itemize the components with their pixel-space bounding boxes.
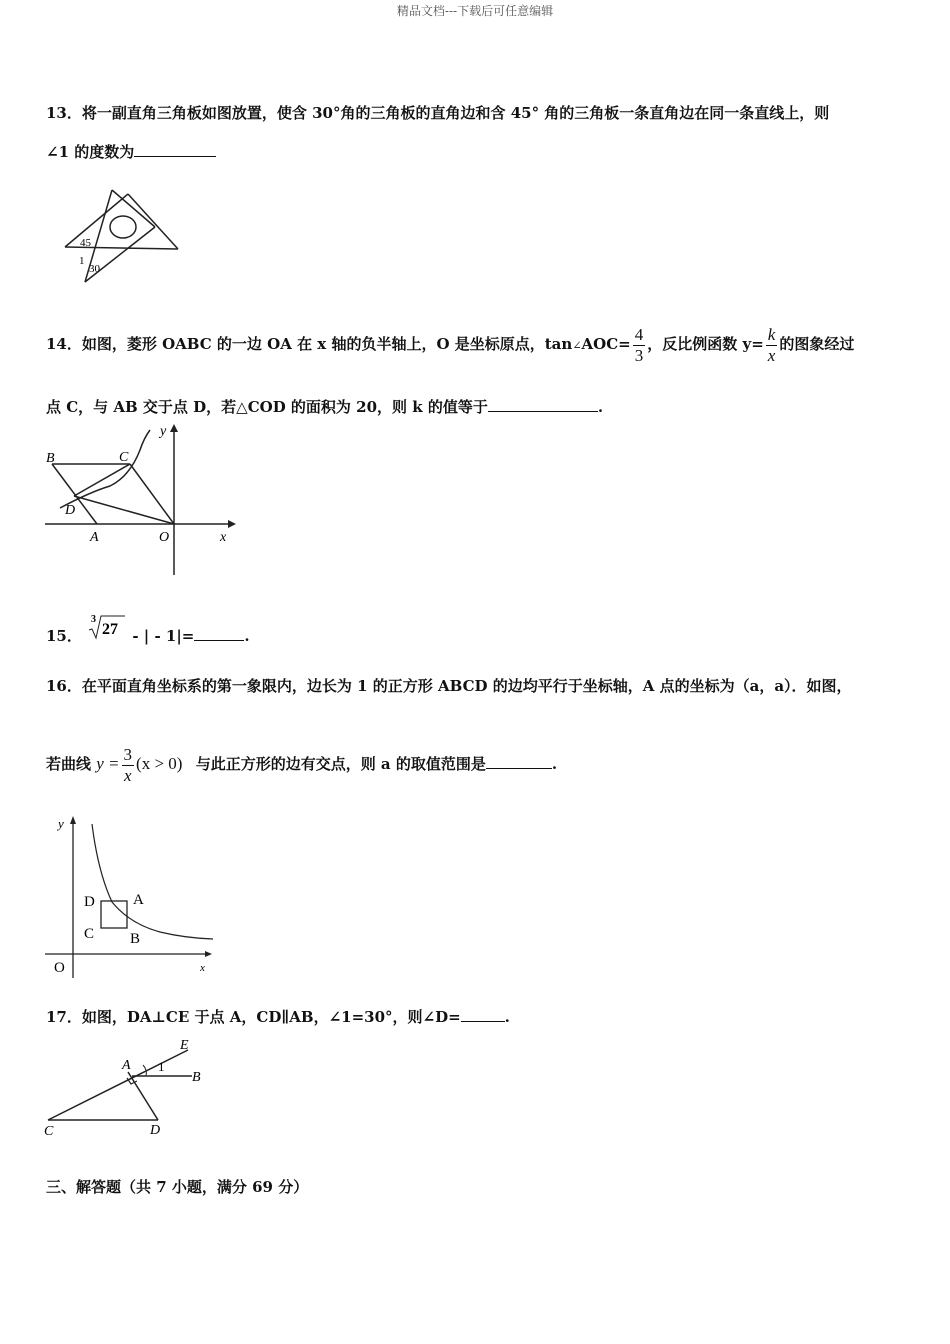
- q13-label-1: 1: [79, 255, 85, 267]
- q14-line1-mid2: ，反比例函数 y=: [647, 335, 764, 353]
- q14-k-fraction: [766, 325, 778, 366]
- q14-tan-denominator: 3: [634, 345, 644, 365]
- q14-label-O: O: [159, 530, 170, 545]
- q16-line1: 16．在平面直角坐标系的第一象限内，边长为 1 的正方形 ABCD 的边均平行于坐标轴，A 点的坐标为（a，a）．如图，: [46, 677, 852, 695]
- q16-line2-end: .: [551, 755, 558, 773]
- q16-label-B: B: [130, 931, 141, 947]
- q13-45-tri-side: [128, 194, 178, 249]
- q13-label-30: 30: [89, 263, 100, 275]
- q13-45-tri-hyp: [65, 194, 128, 247]
- q14-line1-mid: AOC=: [581, 335, 631, 353]
- q16-label-y: y: [58, 816, 64, 831]
- q16-label-x: x: [200, 962, 205, 974]
- q16-y-arrow: [70, 816, 76, 824]
- q17-angle1-arc: [143, 1065, 146, 1076]
- q17-end: .: [504, 1008, 510, 1026]
- q14-line1: [46, 318, 854, 372]
- q14-figure: [40, 420, 240, 580]
- q16-label-A: A: [133, 892, 144, 908]
- q14-angle-symbol: ∠: [572, 339, 582, 352]
- q16-label-C: C: [84, 926, 95, 942]
- q17-label-1: 1: [158, 1059, 165, 1074]
- page-header-note: 精品文档---下载后可任意编辑: [396, 4, 554, 18]
- q16-answer-blank: [486, 754, 552, 769]
- q17-answer-blank: [461, 1007, 505, 1022]
- q17-figure: [40, 1034, 220, 1144]
- q14-line2-end: .: [597, 398, 604, 416]
- q14-label-D: D: [65, 503, 76, 518]
- q14-label-y: y: [160, 424, 167, 439]
- q14-side-CO: [130, 464, 174, 524]
- q16-eq-numerator: 3: [123, 744, 133, 764]
- q16-line2-post: 与此正方形的边有交点，则 a 的取值范围是: [195, 755, 486, 773]
- q16-figure: [40, 812, 225, 982]
- q14-label-B: B: [46, 451, 55, 466]
- q14-segment-DC: [74, 464, 130, 496]
- q13-answer-blank: [134, 142, 216, 157]
- q15-cube-root: [87, 612, 127, 642]
- section-3-heading: 三、解答题（共 7 小题，满分 69 分）: [46, 1178, 309, 1196]
- q15-radicand: 27: [102, 621, 119, 638]
- q17-line: [46, 1007, 510, 1027]
- q17-label-B: B: [192, 1070, 201, 1085]
- q13-label-45: 45: [80, 237, 91, 249]
- q13-hole-circle: [110, 216, 136, 238]
- q14-line1-pre: 14．如图，菱形 OABC 的一边 OA 在 x 轴的负半轴上，O 是坐标原点，tan: [46, 335, 573, 353]
- q14-line1-post: 的图象经过: [779, 335, 855, 353]
- q14-answer-blank: [488, 397, 598, 412]
- q14-x-arrow: [228, 520, 236, 528]
- q14-label-x: x: [220, 530, 227, 545]
- q16-eq-fraction: [122, 745, 135, 786]
- q16-eq-y: y =: [96, 754, 120, 773]
- q17-label-C: C: [44, 1124, 54, 1139]
- q14-line2: [46, 397, 603, 417]
- q14-label-A: A: [90, 530, 99, 545]
- q16-hyperbola: [92, 824, 213, 939]
- q16-eq-denominator: x: [124, 765, 132, 785]
- q14-tan-fraction: [633, 325, 646, 366]
- q17-label-A: A: [122, 1058, 131, 1073]
- q16-label-O: O: [54, 960, 65, 976]
- q16-label-D: D: [84, 894, 95, 910]
- q15-end: .: [244, 627, 250, 645]
- q13-line2: [46, 142, 216, 162]
- q14-k-numerator: k: [767, 324, 776, 344]
- q14-line2-text: 点 C，与 AB 交于点 D，若△COD 的面积为 20，则 k 的值等于: [46, 398, 488, 416]
- q17-label-E: E: [180, 1038, 189, 1053]
- q15-prefix: 15．: [46, 627, 82, 645]
- q13-line2-text: ∠1 的度数为: [46, 143, 135, 161]
- q15-expression: - | - 1|=: [132, 627, 195, 645]
- q16-line2: [46, 738, 557, 790]
- q15-root-index: 3: [91, 614, 97, 625]
- q17-text: 17．如图，DA⊥CE 于点 A，CD∥AB，∠1=30°，则∠D=: [46, 1008, 461, 1026]
- q13-figure: [60, 182, 190, 292]
- q16-x-arrow: [205, 951, 212, 957]
- q14-segment-DO: [74, 496, 174, 524]
- q17-line-CE: [48, 1050, 188, 1120]
- q14-y-arrow: [170, 424, 178, 432]
- q14-tan-numerator: 4: [634, 324, 644, 344]
- q15-answer-blank: [194, 626, 244, 641]
- q14-label-C: C: [119, 450, 129, 465]
- q16-eq-condition: (x > 0): [136, 754, 183, 773]
- q14-k-denominator: x: [767, 345, 776, 365]
- q17-label-D: D: [150, 1123, 161, 1138]
- q17-line-AD: [128, 1072, 158, 1120]
- q13-line1: 13．将一副直角三角板如图放置，使含 30°角的三角板的直角边和含 45° 角的三角板一条直角边在同一条直线上，则: [46, 104, 830, 122]
- q16-line2-pre: 若曲线: [46, 755, 92, 773]
- q15-line: [46, 614, 250, 652]
- q14-hyperbola: [60, 430, 150, 508]
